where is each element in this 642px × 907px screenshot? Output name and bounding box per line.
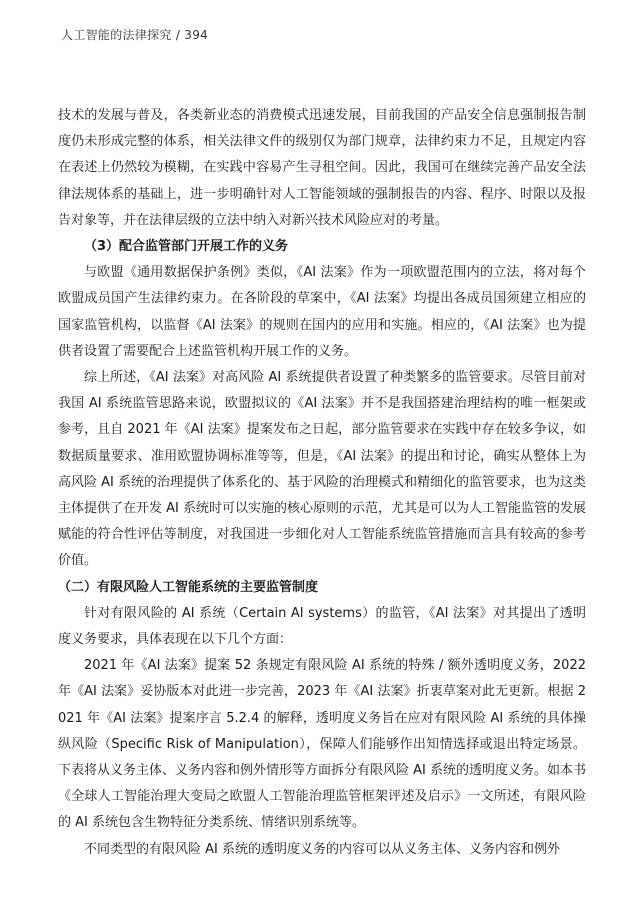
section-heading-cooperation-duty: （3）配合监管部门开展工作的义务: [84, 239, 289, 255]
running-header: 人工智能的法律探究 / 394: [61, 28, 209, 42]
paragraph-product-safety-reporting: 技术的发展与普及，各类新业态的消费模式迅速发展，目前我国的产品安全信息强制报告制度仍未形成完整的体系，相关法律文件的级别仅为部门规章，法律约束力不足，且规定内容在表述上仍然较为模糊，在实践中容易产生寻租空间。因此，我国可在继续完善产品安全法律法规体系的基础上，进一步明确针对人工智能领域的强制报告的内容、程序、时限以及报告对象等，并在法律层级的立法中纳入对新兴技术风险应对的考量。: [58, 108, 586, 228]
section-heading-limited-risk: （二）有限风险人工智能系统的主要监管制度: [58, 579, 319, 595]
paragraph-gdpr-comparison: 与欧盟《通用数据保护条例》类似，《AI 法案》作为一项欧盟范围内的立法，将对每个欧盟成员国产生法律约束力。在各阶段的草案中，《AI 法案》均提出各成员国须建立相应的国家监管机构，以监督《AI 法案》的规则在国内的应用和实施。相应的，《AI 法案》也为提供者设置了需要配合上述监管机构开展工作的义务。: [58, 265, 586, 359]
paragraph-summary: 综上所述，《AI 法案》对高风险 AI 系统提供者设置了种类繁多的监管要求。尽管目前对我国 AI 系统监管思路来说，欧盟拟议的《AI 法案》并不是我国搭建治理结构的唯一框架或参考，且自 2021 年《AI 法案》提案发布之日起，部分监管要求在实践中存在较多争议，如数据质量要求、准用欧盟协调标准等等，但是，《AI 法案》的提出和讨论，确实从整体上为高风险 AI 系统的治理提供了体系化的、基于风险的治理模式和精细化的监管要求，也为这类主体提供了在开发 AI 系统时可以实施的核心原则的示范，尤其是可以为人工智能监管的发展赋能的符合性评估等制度，对我国进一步细化对人工智能系统监管措施而言具有较高的参考价值。: [58, 370, 586, 569]
paragraph-article-52: 2021 年《AI 法案》提案 52 条规定有限风险 AI 系统的特殊 / 额外透明度义务，2022 年《AI 法案》妥协版本对此进一步完善，2023 年《AI 法案》折衷草案对此无更新。根据 2021 年《AI 法案》提案序言 5.2.4 的解释，透明度义务旨在应对有限风险 AI 系统的具体操纵风险（Specific Risk of Manipulation），保障人们能够作出知情选择或退出特定场景。下表将从义务主体、义务内容和例外情形等方面拆分有限风险 AI 系统的透明度义务。如本书《全球人工智能治理大变局之欧盟人工智能治理监管框架评述及启示》一文所述，有限风险的 AI 系统包含生物特征分类系统、情绪识别系统等。: [58, 658, 586, 831]
paragraph-transparency-types: 不同类型的有限风险 AI 系统的透明度义务的内容可以从义务主体、义务内容和例外: [84, 841, 560, 857]
paragraph-transparency-intro: 针对有限风险的 AI 系统（Certain AI systems）的监管，《AI 法案》对其提出了透明度义务要求，具体表现在以下几个方面：: [58, 605, 586, 648]
page-body: [58, 103, 586, 863]
